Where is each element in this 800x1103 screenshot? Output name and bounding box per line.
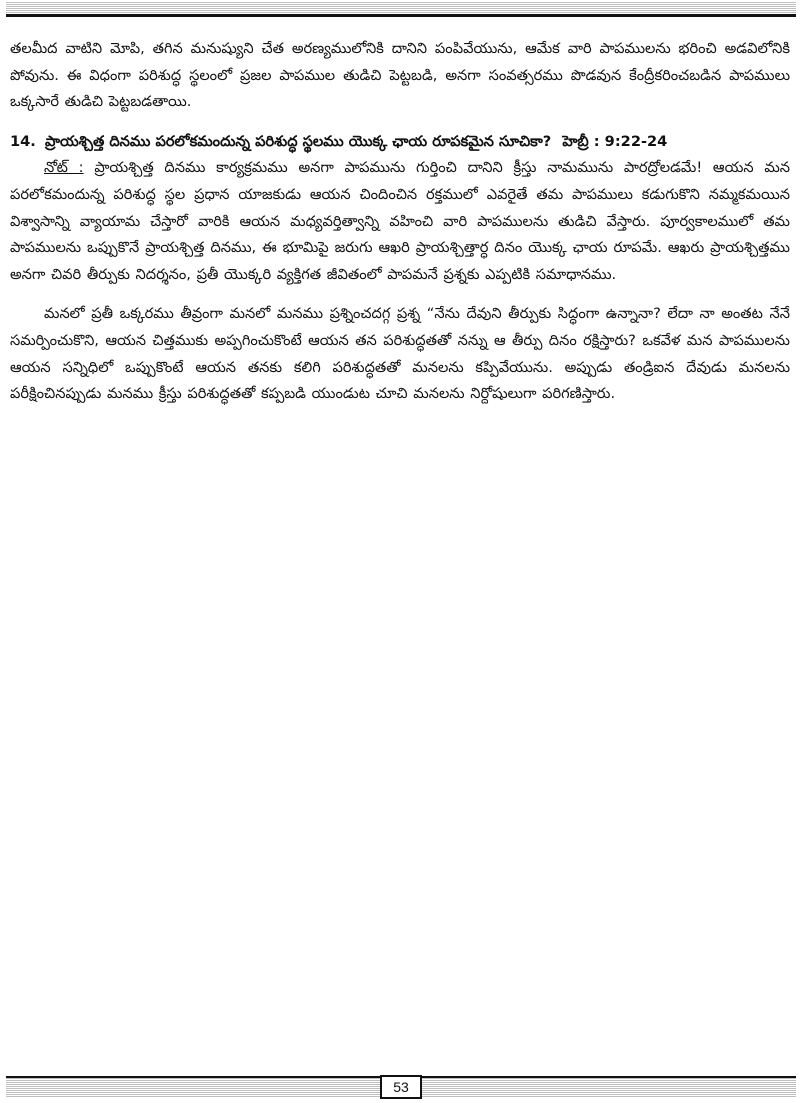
intro-paragraph: తలమీద వాటిని మోపి, తగిన మనుష్యుని చేత అరణ్యములోనికి దానిని పంపివేయును, ఆమేక వారి పాపములను భరించి అడవిలోనికి పోవును. ఈ విధంగా పరిశుద్ధ స్థలంలో ప్రజల పాపముల తుడిచి పెట్టబడి, అనగా సంవత్సరము పొడవున కేంద్రీకరించబడిన పాపములు ఒక్కసారే తుడిచి పెట్టబడతాయి. bbox=[10, 40, 790, 111]
closing-paragraph bbox=[10, 301, 790, 407]
closing-text: మనలో ప్రతీ ఒక్కరము తీవ్రంగా మనలో మనము ప్రశ్నించదగ్గ ప్రశ్న “నేను దేవుని తీర్పుకు సిద్ధంగా ఉన్నానా? లేదా నా అంతట నేనే సమర్పించుకొని, ఆయన చిత్తముకు అప్పగించుకొంటే ఆయన తన పరిశుద్ధతతో నన్ను ఆ తీర్పు దినం రక్షిస్తారు? ఒకవేళ మన పాపములను ఆయన సన్నిధిలో ఒప్పుకొంటే ఆయన తనకు కలిగి పరిశుద్ధతతో మనలను కప్పివేయును. అప్పుడు తండ్రిఐన దేవుడు మనలను పరీక్షించినప్పుడు మనము క్రీస్తు పరిశుద్ధతతో కప్పబడి యుండుట చూచి మనలను నిర్దోషులుగా పరిగణిస్తారు. bbox=[10, 305, 790, 403]
scripture-reference: హెబ్రీ : 9:22-24 bbox=[562, 132, 668, 150]
question-heading bbox=[10, 129, 790, 156]
page-content bbox=[10, 36, 790, 408]
page-number: 53 bbox=[380, 1075, 422, 1099]
note-label: నోట్ : bbox=[44, 159, 84, 177]
header-band bbox=[6, 2, 796, 14]
note-paragraph bbox=[10, 155, 790, 288]
question-number: 14. bbox=[10, 132, 36, 150]
question-text: ప్రాయశ్చిత్త దినము పరలోకమందున్న పరిశుద్ధ స్థలము యొక్క ఛాయ రూపకమైన సూచికా? bbox=[44, 132, 552, 150]
header-rule bbox=[6, 14, 796, 17]
note-text: ప్రాయశ్చిత్త దినము కార్యక్రమము అనగా పాపమును గుర్తించి దానిని క్రీస్తు నామమును పారద్రోలడమే! ఆయన మన పరలోకమందున్న పరిశుద్ధ స్థల ప్రధాన యాజకుడు ఆయన చిందించిన రక్తములో ఎవరైతే తమ పాపములు కడుగుకొని నమ్మకమయిన విశ్వాసాన్ని వ్యాయామ చేస్తారో వారికి ఆయన మధ్యవర్తిత్వాన్ని వహించి వారి పాపములను తుడిచి వేస్తారు. పూర్వకాలములో తమ పాపములను ఒప్పుకొనే ప్రాయశ్చిత్త దినము, ఈ భూమిపై జరుగు ఆఖరి ప్రాయశ్చిత్తార్ధ దినం యొక్క ఛాయ రూపమే. ఆఖరు ప్రాయశ్చిత్తము అనగా చివరి తీర్పుకు నిదర్శనం, ప్రతీ యొక్కరి వ్యక్తిగత జీవితంలో పాపమనే ప్రశ్నకు ఎప్పటికి సమాధానము. bbox=[10, 159, 791, 283]
